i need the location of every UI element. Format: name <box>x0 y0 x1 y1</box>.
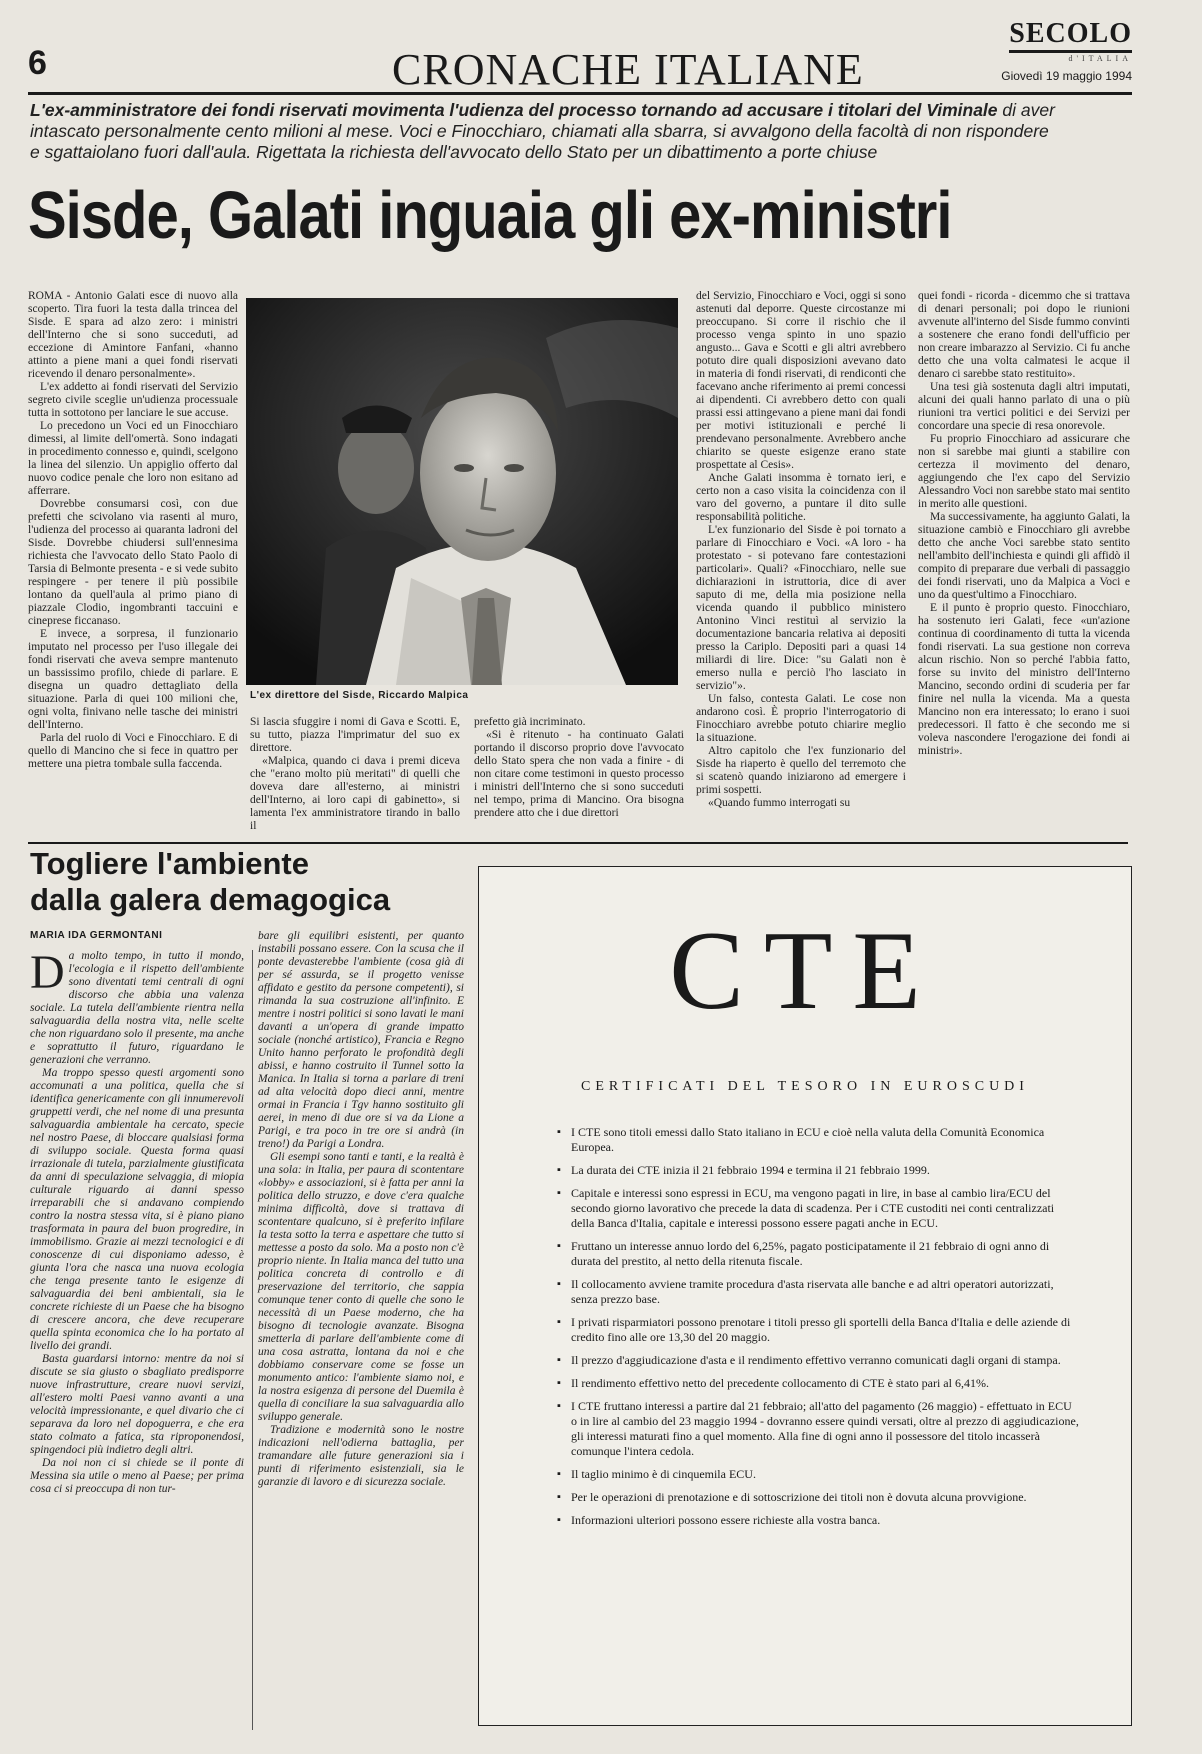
main-article-column-2 <box>250 716 460 836</box>
byline: MARIA IDA GERMONTANI <box>30 930 163 941</box>
article-paragraph: Altro capitolo che l'ex funzionario del Sisde ha riaperto è quello del terremoto che si scatenò quando iniziarono ad emergere i primi sospetti. <box>696 745 906 796</box>
masthead <box>1001 20 1132 83</box>
cte-subtitle: CERTIFICATI DEL TESORO IN EUROSCUDI <box>581 1079 1029 1094</box>
article-paragraph: L'ex funzionario del Sisde è poi tornato a parlare di Finocchiaro e Voci. «A loro - ha protestato - si potevano fare contestazioni particolari». Quali? «Finocchiaro, nelle sue dichiarazioni in istruttoria, dice di aver saputo di me, della mia posizione nella vicenda quando il pubblico ministero Antonino Vinci restituì al servizio la documentazione bancaria relativa ai depositi presso la Cariplo. Depositi pari a quasi 14 miliardi di lire. Dice: "su Galati non è emerso nulla e perciò l'ho lasciato in servizio"». <box>696 524 906 692</box>
second-headline-line-2: dalla galera demagogica <box>30 882 391 917</box>
article-paragraph: Fu proprio Finocchiaro ad assicurare che non si sarebbe mai giunti a stabilire con certezza il movimento del denaro, aggiungendo che l'ex capo del Servizio Alessandro Voci non sarebbe stato mai sentito in merito alle questioni. <box>918 433 1130 510</box>
opinion-paragraph: Tradizione e modernità sono le nostre indicazioni nell'odierna battaglia, per tramandare alle future generazioni sia i punti di riferimento esistenziali, sia le garanzie di lavoro e di sicurezza sociale. <box>258 1424 464 1488</box>
opinion-paragraph: Gli esempi sono tanti e tanti, e la realtà è una sola: in Italia, per paura di scontentare «lobby» e associazioni, si è fatta per anni la politica dello struzzo, e dove c'era qualche minima difficoltà, dove si trattava di scontentare qualcuno, si è preferito infilare la testa sotto la terra e aspettare che tutto si mettesse a posto da solo. Ma a posto non c'è proprio niente. In Italia manca del tutto una politica concreta di controllo e di preservazione del territorio, che sappia comunque tener conto di quelle che sono le necessità di un Paese moderno, che ha bisogno di tecnologie avanzate. Bisogna smetterla di parlare dell'ambiente come di una cosa astratta, lontana da noi e che dobbiamo conservare come se fosse un monumento antico: l'ambiente siamo noi, e la nostra esigenza di persone del Duemila è quella di conciliare la sua salvaguardia allo sviluppo generale. <box>258 1151 464 1423</box>
masthead-brand-sub: d'ITALIA <box>1068 54 1132 63</box>
cte-info-item: ▪ Fruttano un interesse annuo lordo del 6,25%, pagato posticipatamente il 21 febbraio di ogni anno di durata del prestito, al netto della ritenuta fiscale. <box>557 1239 1079 1269</box>
article-paragraph: Lo precedono un Voci ed un Finocchiaro dimessi, al limite dell'omertà. Sono indagati in procedimento connesso e, quindi, scelgono la linea del silenzio. Un appiglio offerto dal nuovo codice penale che loro non esitano ad afferrare. <box>28 420 238 497</box>
article-paragraph: Parla del ruolo di Voci e Finocchiaro. E di quello di Mancino che si fece in quattro per mettere una pietra tombale sulla faccenda. <box>28 732 238 770</box>
article-paragraph: «Malpica, quando ci dava i premi diceva che "erano molto più meritati" di quelli che doveva dare all'esterno, ai ministri dell'Interno, ai loro capi di gabinetto», si lamenta l'ex amministratore tirando in ballo il <box>250 755 460 832</box>
photo-caption: L'ex direttore del Sisde, Riccardo Malpica <box>250 690 469 701</box>
article-paragraph: E il punto è proprio questo. Finocchiaro, ha sostenuto ieri Galati, fece «un'azione continua di coordinamento di tutta la vicenda fondi riservati. La sua gestione non correva alcun rischio. Non so perché l'abbia fatto, forse su invito del ministro dell'Interno Mancino, secondo ordini di scuderia per far finire nel nulla la vicenda. Ma a questa Mancino non era interessato; lo erano i suoi predecessori. Il fatto è che secondo me si voleva nascondere l'erogazione dei fondi ai ministri». <box>918 602 1130 757</box>
cte-info-item: ▪ I CTE fruttano interessi a partire dal 21 febbraio; all'atto del pagamento (26 maggio) - effettuato in ECU o in lire al cambio del 23 maggio 1994 - dovranno essere quindi versati, oltre al prezzo di aggiudicazione, gli interessi maturati fino a quel momento. Alla fine di ogni anno il possessore del titolo incasserà comunque l'intera cedola. <box>557 1399 1079 1459</box>
main-article-column-4 <box>696 290 906 836</box>
kicker-bold: L'ex-amministratore dei fondi riservati movimenta l'udienza del processo tornando ad accusare i titolari del Viminale <box>30 100 998 120</box>
main-headline: Sisde, Galati inguaia gli ex-ministri <box>28 178 952 253</box>
cte-info-item: ▪ Per le operazioni di prenotazione e di sottoscrizione dei titoli non è dovuta alcuna provvigione. <box>557 1490 1079 1505</box>
issue-date: Giovedì 19 maggio 1994 <box>1001 69 1132 83</box>
cte-info-item: ▪ Il taglio minimo è di cinquemila ECU. <box>557 1467 1079 1482</box>
cte-info-item: ▪ I CTE sono titoli emessi dallo Stato italiano in ECU e cioè nella valuta della Comunità Economica Europea. <box>557 1125 1079 1155</box>
section-title: CRONACHE ITALIANE <box>392 45 864 94</box>
column-divider <box>252 950 253 1730</box>
article-paragraph: L'ex addetto ai fondi riservati del Servizio segreto civile sceglie un'udienza processuale tutta in sottotono per lanciare le sue accuse. <box>28 381 238 419</box>
cte-advertisement <box>478 866 1132 1726</box>
article-paragraph: ROMA - Antonio Galati esce di nuovo alla scoperto. Tira fuori la testa dalla trincea del Sisde. E spara ad alzo zero: i ministri dell'Interno che si sono succeduti, ad eccezione di Amintore Fanfani, «hanno attinto a piene mani a quei fondi riservati ricevendo il denaro personalmente». <box>28 290 238 380</box>
second-article-column-2 <box>258 930 464 1730</box>
article-paragraph: del Servizio, Finocchiaro e Voci, oggi si sono astenuti dal deporre. Queste circostanze mi preoccupano. Si corre il rischio che il processo venga spinto in uno spazio angusto... Gava e Scotti e gli altri avrebbero potuto dire quali disposizioni avevano dato in materia di fondi riservati, di rendiconti che facevano anche riferimento ai premi concessi ai dipendenti. Ci avrebbero detto con quali prassi essi attingevano a piene mani dai fondi per motivi istituzionali e perché li prendevano personalmente. Avrebbero anche chiarito se queste esigenze erano state prospettate al Cesis». <box>696 290 906 471</box>
article-paragraph: Una tesi già sostenuta dagli altri imputati, alcuni dei quali hanno parlato di una o più riunioni tra vertici politici e dei Servizi per concordare una specie di resa onorevole. <box>918 381 1130 432</box>
masthead-brand: SECOLO <box>1009 20 1132 53</box>
opinion-paragraph: Da noi non ci si chiede se il ponte di Messina sia utile o meno al Paese; per prima cosa ci si preoccupa di non tur- <box>30 1457 244 1495</box>
article-paragraph: Un falso, contesta Galati. Le cose non andarono così. È proprio l'interrogatorio di Finocchiaro avrebbe potuto chiarire meglio la situazione. <box>696 693 906 744</box>
main-article-column-5 <box>918 290 1130 836</box>
section-divider <box>28 842 1128 844</box>
opinion-paragraph: Basta guardarsi intorno: mentre da noi si discute se sia giusto o sbagliato predisporre nuove infrastrutture, creare nuovi servizi, all'estero molti Paesi vanno avanti a una velocità impressionante, e quel divario che ci separava da loro nel dopoguerra, e che era stato colmato a fatica, sta riproponendosi, spingendoci più indietro degli altri. <box>30 1353 244 1456</box>
second-headline <box>30 846 470 918</box>
opinion-paragraph: Da molto tempo, in tutto il mondo, l'ecologia e il rispetto dell'ambiente sono diventati temi centrali di ogni discorso che abbia una valenza sociale. La tutela dell'ambiente rientra nella salvaguardia della nostra vita, nelle scelte che non riguardano solo il presente, ma anche e soprattutto il futuro, riguardano le generazioni che verranno. <box>30 946 244 1066</box>
second-article-column-1 <box>30 946 244 1730</box>
cte-info-item: ▪ Capitale e interessi sono espressi in ECU, ma vengono pagati in lire, in base al cambio lira/ECU del secondo giorno lavorativo che precede la data di scadenza. Per i CTE custoditi nei conti centralizzati della Banca d'Italia, capitale e interessi possono essere pagati anche in ECU. <box>557 1186 1079 1231</box>
main-article-column-3 <box>474 716 684 836</box>
article-photo <box>246 298 678 685</box>
article-paragraph: «Si è ritenuto - ha continuato Galati portando il discorso proprio dove l'avvocato dello Stato spera che non vada a finire - di non citare come testimoni in questo processo i ministri dell'Interno che si sono succeduti nel tempo, prima di Mancino. Ora bisogna prendere atto che i due direttori <box>474 729 684 819</box>
main-article-column-1 <box>28 290 238 830</box>
header-rule <box>28 92 1132 95</box>
cte-info-item: ▪ I privati risparmiatori possono prenotare i titoli presso gli sportelli della Banca d'Italia e delle aziende di credito fino alle ore 13,30 del 20 maggio. <box>557 1315 1079 1345</box>
article-paragraph: «Quando fummo interrogati su <box>708 797 851 809</box>
second-headline-line-1: Togliere l'ambiente <box>30 846 309 881</box>
cte-info-item: ▪ Il collocamento avviene tramite procedura d'asta riservata alle banche e ad altri operatori autorizzati, senza prezzo base. <box>557 1277 1079 1307</box>
portrait-photo-image <box>246 298 678 685</box>
article-paragraph: E invece, a sorpresa, il funzionario imputato nel processo per l'uso illegale dei fondi riservati che aveva sempre mantenuto un bassissimo profilo, chiede di parlare. E disegna un quadro dettagliato della situazione. Parla di quei 100 milioni che, ogni volta, finivano nelle tasche dei ministri dell'Interno. <box>28 628 238 731</box>
cte-info-list <box>557 1125 1079 1536</box>
cte-info-item: ▪ La durata dei CTE inizia il 21 febbraio 1994 e termina il 21 febbraio 1999. <box>557 1163 1079 1178</box>
cte-info-item: ▪ Informazioni ulteriori possono essere richieste alla vostra banca. <box>557 1513 1079 1528</box>
article-paragraph: Dovrebbe consumarsi così, con due prefetti che scivolano via rasenti al muro, l'udienza del processo ai quaranta ladroni del Sisde. Dovrebbe chiudersi sull'ennesima richiesta che l'avvocato dello Stato Paolo di Tarsia di Belmonte presenta - e si vede subito respingere - per tenere il più possibile lontano da quell'aula al primo piano di piazzale Clodio, ingombranti taccuini e cineprese ficcanaso. <box>28 498 238 627</box>
kicker-rest: di aver intascato personalmente cento milioni al mese. Voci e Finocchiaro, chiamati alla sbarra, si avvalgono della facoltà di non rispondere e sgattaiolano fuori dall'aula. Rigettata la richiesta dell'avvocato dello Stato per un dibattimento a porte chiuse <box>30 100 1055 162</box>
article-paragraph: Ma successivamente, ha aggiunto Galati, la situazione cambiò e Finocchiaro gli avrebbe detto che anche Voci sarebbe stato sentito nell'ambito dell'inchiesta e quindi gli affidò il compito di preparare due verbali di passaggio dei fondi riservati, uno da Malpica a Voci e uno da quest'ultimo a Finocchiaro. <box>918 511 1130 601</box>
cte-info-item: ▪ Il prezzo d'aggiudicazione d'asta e il rendimento effettivo verranno comunicati dagli organi di stampa. <box>557 1353 1079 1368</box>
opinion-paragraph: bare gli equilibri esistenti, per quanto instabili possano essere. Con la scusa che il ponte devasterebbe l'ambiente (cosa già di per sé assurda, se il progetto venisse affidato e gestito da persone competenti), si rimanda la sua costruzione all'infinito. E mentre i nostri politici si sono lavati le mani davanti a un'opera di grande impatto sociale (nonché artistico), Francia e Regno Unito hanno perforato le profondità degli abissi, e hanno costruito il Tunnel sotto la Manica. In Italia si torna a parlare di treni ad alta velocità dopo dieci anni, mentre ormai in Francia i Tgv hanno sostituito gli aerei, in meno di due ore si va da Lione a Parigi, e tra poco in tre ore si andrà (in treno!) da Parigi a Londra. <box>258 930 464 1150</box>
article-paragraph: quei fondi - ricorda - dicemmo che si trattava di denari personali; poi dopo le riunioni avvenute all'interno del Sisde fummo convinti a sostenere che erano fondi dell'ufficio per non creare imbarazzo al Servizio. Ci fu anche detto che una volta calmatesi le acque il denaro ci sarebbe stato restituito». <box>918 290 1130 380</box>
cte-logo: CTE <box>669 909 941 1033</box>
article-paragraph: Anche Galati insomma è tornato ieri, e certo non a caso visita la coincidenza con il varo del governo, a puntare il dito sulle responsabilità politiche. <box>696 472 906 523</box>
article-kicker <box>30 100 1060 163</box>
article-paragraph: Si lascia sfuggire i nomi di Gava e Scotti. E, su tutto, piazza l'imprimatur del suo ex direttore. <box>250 716 460 754</box>
cte-info-item: ▪ Il rendimento effettivo netto del precedente collocamento di CTE è stato pari al 6,41%. <box>557 1376 1079 1391</box>
drop-cap: D <box>30 946 65 999</box>
opinion-paragraph: Ma troppo spesso questi argomenti sono accomunati a una politica, quella che si identifica genericamente con gli innumerevoli gruppetti verdi, che nel nome di una presunta salvaguardia ambientale ha cercato, specie nel nostro Paese, di bloccare qualsiasi forma di sviluppo sociale. Questa forma quasi irrazionale di tutela, parzialmente giustificata da anni di speculazione selvaggia, di miopia culturale riguardo ai danni spesso irreparabili che si andavano compiendo contro la nostra stessa vita, si è piano piano trasformata in paura del buon progredire, in immobilismo. Grazie ai mezzi tecnologici e di conoscenze di cui disponiamo adesso, è giunta l'ora che nasca una nuova ecologia che tenga presente tanto le esigenze di salvaguardia dei beni ambientali, sia le concrete richieste di un Paese che ha bisogno di crescere ancora, che deve recuperare quella spinta economica che lo ha portato al livello dei grandi. <box>30 1067 244 1352</box>
page-number: 6 <box>28 44 47 82</box>
article-paragraph: prefetto già incriminato. <box>474 716 586 728</box>
